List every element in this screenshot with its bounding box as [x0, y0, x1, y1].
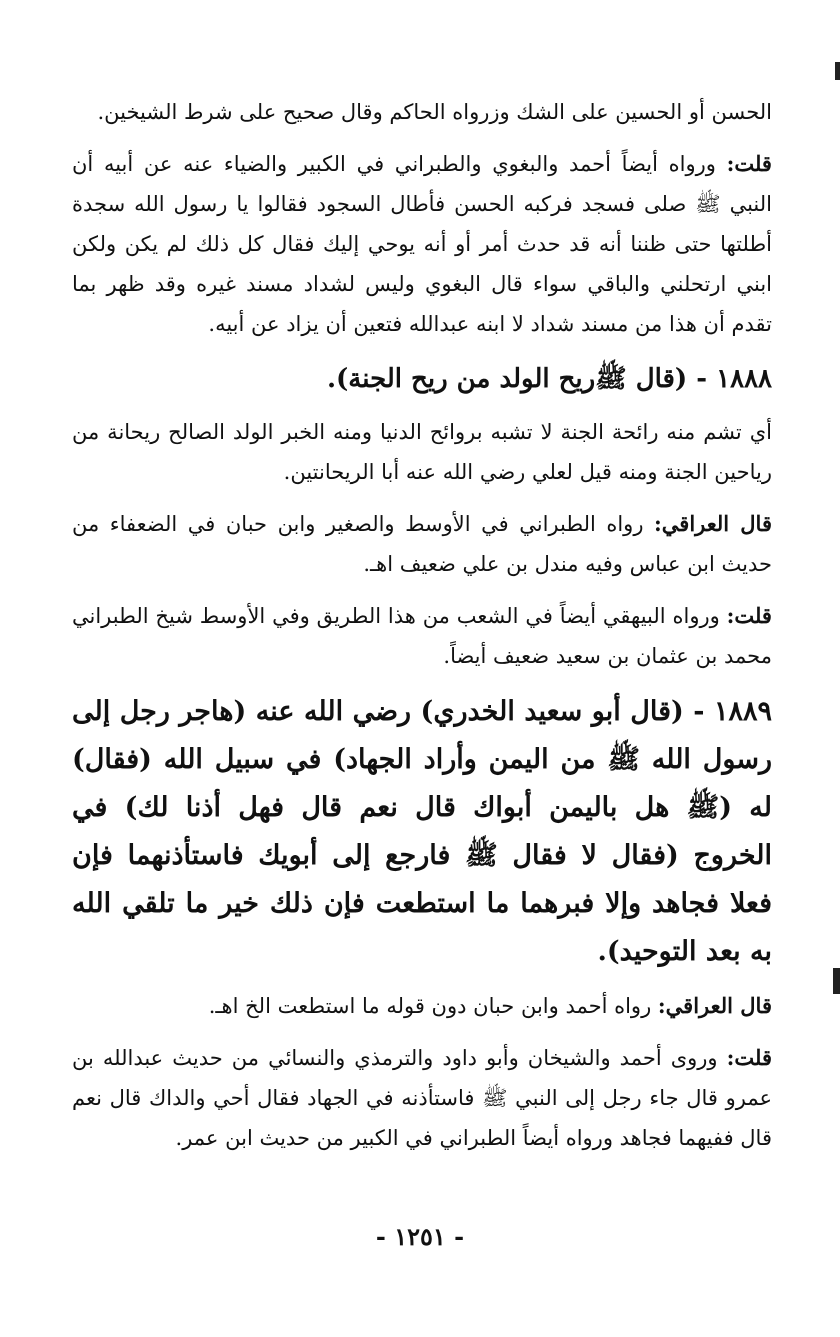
- hadith-text: (قال أبو سعيد الخدري) رضي الله عنه (هاجر رجل إلى رسول الله ﷺ من اليمن وأراد الجهاد) في سبيل الله (فقال) له (ﷺ هل باليمن أبواك قال نعم قال فهل أذنا لك) في الخروج (فقال لا فقال ﷺ فارجع إلى أبويك فاستأذنهما فإن فعلا فجاهد وإلا فبرهما ما استطعت فإن ذلك خير ما تلقي الله به بعد التوحيد).: [72, 696, 772, 967]
- page-body: [72, 92, 772, 1170]
- hadith-number: ١٨٨٨ -: [696, 364, 772, 394]
- scan-edge-mark: [833, 968, 840, 994]
- hadith-heading-1889: [72, 688, 772, 976]
- paragraph-lead: قلت:: [726, 151, 772, 176]
- paragraph-qultu-1: [72, 144, 772, 344]
- paragraph-explanation: [72, 412, 772, 492]
- paragraph-text: الحسن أو الحسين على الشك وزرواه الحاكم وقال صحيح على شرط الشيخين.: [97, 100, 772, 124]
- paragraph-lead: قلت:: [726, 1045, 773, 1070]
- paragraph-lead: قال العراقي:: [657, 993, 772, 1018]
- hadith-text: (قال ﷺريح الولد من ريح الجنة).: [326, 364, 688, 394]
- paragraph-lead: قال العراقي:: [654, 511, 772, 536]
- paragraph-text: ورواه البيهقي أيضاً في الشعب من هذا الطريق وفي الأوسط شيخ الطبراني محمد بن عثمان بن سعيد ضعيف أيضاً.: [72, 604, 772, 668]
- hadith-heading-1888: [72, 356, 772, 402]
- paragraph-iraqi-1: [72, 504, 772, 584]
- paragraph-text: ورواه أيضاً أحمد والبغوي والطبراني في الكبير والضياء عنه عن أبيه أن النبي ﷺ صلى فسجد فركبه الحسن فأطال السجود فقالوا يا رسول الله سجدة أطلتها حتى ظننا أنه قد حدث أمر أو أنه يوحي إليك فقال كل ذلك لم يكن ولكن ابني ارتحلني والباقي سواء قال البغوي وليس لشداد مسند غيره وقد ظهر بما تقدم أن هذا من مسند شداد لا ابنه عبدالله فتعين أن يزاد عن أبيه.: [72, 152, 772, 336]
- paragraph-text: أي تشم منه رائحة الجنة لا تشبه بروائح الدنيا ومنه الخبر الولد الصالح ريحانة من رياحين الجنة ومنه قيل لعلي رضي الله عنه أبا الريحانتين.: [72, 420, 772, 484]
- hadith-number: ١٨٨٩ -: [693, 696, 772, 727]
- scan-edge-mark: [835, 62, 840, 80]
- paragraph-continuation: [72, 92, 772, 132]
- paragraph-text: رواه الطبراني في الأوسط والصغير وابن حبان في الضعفاء من حديث ابن عباس وفيه مندل بن علي ضعيف اهـ.: [72, 512, 772, 576]
- paragraph-text: رواه أحمد وابن حبان دون قوله ما استطعت الخ اهـ.: [208, 994, 652, 1018]
- paragraph-iraqi-2: [72, 986, 772, 1026]
- paragraph-qultu-3: [72, 1038, 772, 1158]
- page-number: - ١٢٥١ -: [375, 1222, 465, 1251]
- paragraph-text: وروى أحمد والشيخان وأبو داود والترمذي والنسائي من حديث عبدالله بن عمرو قال جاء رجل إلى النبي ﷺ فاستأذنه في الجهاد فقال أحي والداك قال نعم قال ففيهما فجاهد ورواه أيضاً الطبراني في الكبير من حديث ابن عمر.: [72, 1046, 772, 1150]
- paragraph-lead: قلت:: [726, 603, 772, 628]
- paragraph-qultu-2: [72, 596, 772, 676]
